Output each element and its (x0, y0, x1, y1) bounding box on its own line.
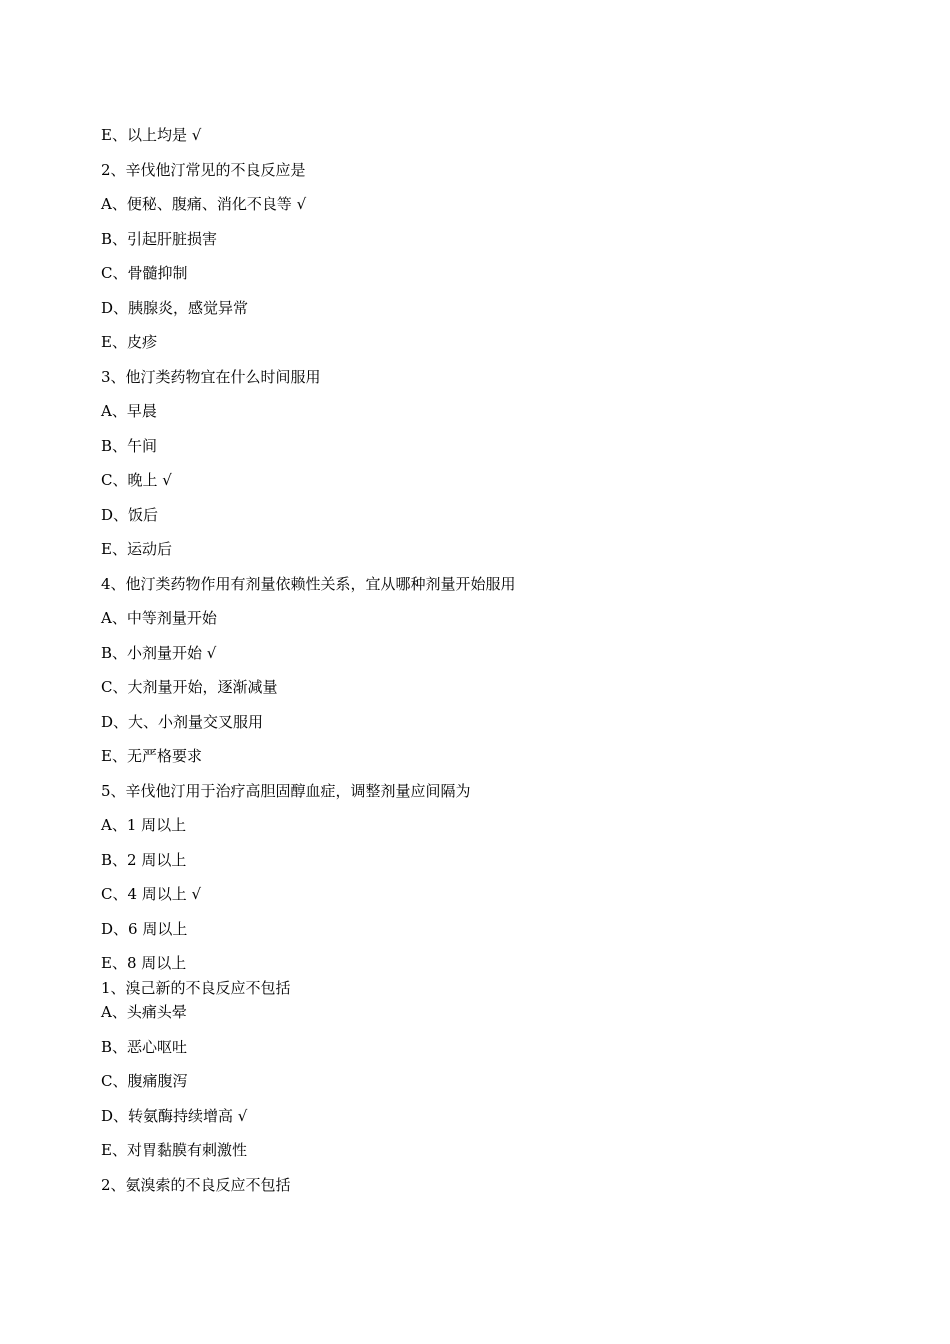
question-text: 5、辛伐他汀用于治疗高胆固醇血症，调整剂量应间隔为 (101, 781, 471, 800)
question-text: 2、氨溴索的不良反应不包括 (101, 1175, 291, 1194)
question-text: 4、他汀类药物作用有剂量依赖性关系，宜从哪种剂量开始服用 (101, 574, 516, 593)
answer-option: B、恶心呕吐 (101, 1037, 188, 1056)
answer-option: B、2 周以上 (101, 850, 187, 869)
answer-option: C、大剂量开始，逐渐减量 (101, 678, 278, 696)
answer-option: E、以上均是 √ (101, 126, 202, 144)
answer-option: B、午间 (101, 436, 158, 455)
answer-option: A、中等剂量开始 (101, 609, 217, 627)
question-text: 1、溴己新的不良反应不包括 (101, 978, 291, 997)
answer-option: A、早晨 (101, 402, 157, 420)
answer-option: D、大、小剂量交叉服用 (101, 712, 264, 731)
answer-option: D、饭后 (101, 505, 159, 524)
answer-option: E、对胃黏膜有刺激性 (101, 1141, 247, 1159)
answer-option: A、1 周以上 (101, 816, 187, 834)
answer-option: B、引起肝脏损害 (101, 229, 218, 248)
answer-option: C、晚上 √ (101, 471, 172, 489)
answer-option: E、皮疹 (101, 333, 157, 351)
answer-option: D、转氨酶持续增高 √ (101, 1106, 248, 1125)
question-text: 2、辛伐他汀常见的不良反应是 (101, 160, 306, 179)
document-page (101, 124, 881, 1208)
answer-option: C、4 周以上 √ (101, 885, 202, 903)
answer-option: C、腹痛腹泻 (101, 1072, 188, 1090)
answer-option: E、运动后 (101, 540, 172, 558)
answer-option: D、胰腺炎，感觉异常 (101, 298, 249, 317)
answer-option: E、无严格要求 (101, 747, 202, 765)
answer-option: E、8 周以上 (101, 954, 187, 972)
question-text: 3、他汀类药物宜在什么时间服用 (101, 367, 321, 386)
answer-option: D、6 周以上 (101, 919, 188, 938)
answer-option: C、骨髓抑制 (101, 264, 188, 282)
answer-option: A、便秘、腹痛、消化不良等 √ (101, 195, 307, 213)
answer-option: B、小剂量开始 √ (101, 643, 217, 662)
answer-option: A、头痛头晕 (101, 1003, 187, 1021)
